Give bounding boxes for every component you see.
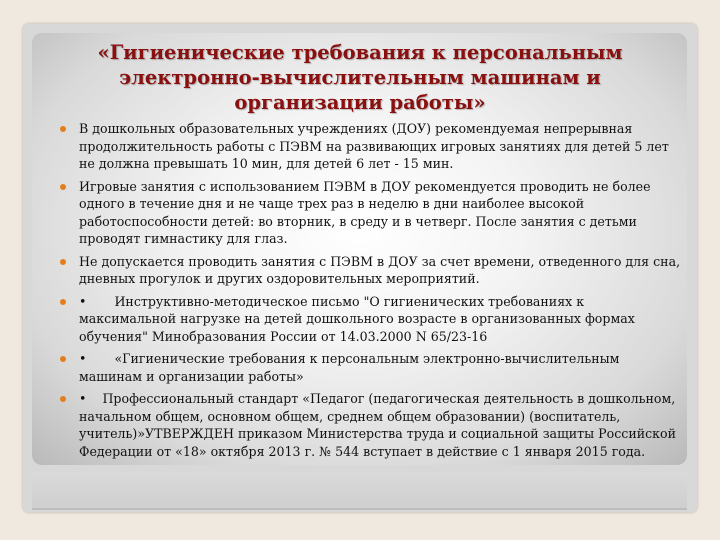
item-text: Профессиональный стандарт «Педагог (педагогическая деятельность в дошкольном, начальном общем, основном общем, среднем общем образовании) (воспитатель, учитель)»УТВЕРЖДЕН приказом Министерства труда и социальной защиты Российской Федерации от «18» октября 2013 г. № 544 вступает в действие с 1 января 2015 года.	[79, 391, 677, 459]
bullet-icon	[60, 299, 66, 305]
slide-title: «Гигиенические требования к персональным электронно-вычислительным машинам и организации работы»	[97, 41, 623, 114]
bullet-icon	[60, 356, 66, 362]
list-item	[60, 120, 685, 173]
bottom-strip	[32, 472, 687, 510]
item-prefix: •	[79, 351, 87, 366]
item-text: Игровые занятия с использованием ПЭВМ в ДОУ рекомендуется проводить не более одного в течение дня и не чаще трех раз в неделю в дни наиболее высокой работоспособности детей: во вторник, в среду и в четверг. После занятия с детьми проводят гимнастику для глаз.	[79, 178, 651, 246]
item-prefix: •	[79, 293, 87, 309]
list-item	[60, 253, 685, 288]
bullet-icon	[60, 126, 66, 132]
list-item	[60, 293, 685, 346]
bullet-icon	[60, 396, 66, 402]
item-text: Не допускается проводить занятия с ПЭВМ в ДОУ за счет времени, отведенного для сна, дневных прогулок и других оздоровительных мероприятий.	[79, 253, 681, 286]
list-item	[60, 390, 685, 460]
item-text: В дошкольных образовательных учреждениях (ДОУ) рекомендуемая непрерывная продолжительность работы с ПЭВМ на развивающих игровых занятиях для детей 5 лет не должна превышать 10 мин, для детей 6 лет - 15 мин.	[79, 121, 669, 171]
item-text: Инструктивно-методическое письмо "О гигиенических требованиях к максимальной нагрузке на детей дошкольного возрасте в организованных формах обучения" Минобразования России от 14.03.2000 N 65/23-16	[79, 293, 635, 344]
list-item	[60, 350, 685, 385]
item-prefix: •	[79, 391, 87, 406]
bullet-list	[60, 120, 685, 465]
item-text: «Гигиенические требования к персональным электронно-вычислительным машинам и организации работы»	[79, 351, 620, 384]
bullet-icon	[60, 259, 66, 265]
list-item	[60, 178, 685, 248]
bullet-icon	[60, 184, 66, 190]
